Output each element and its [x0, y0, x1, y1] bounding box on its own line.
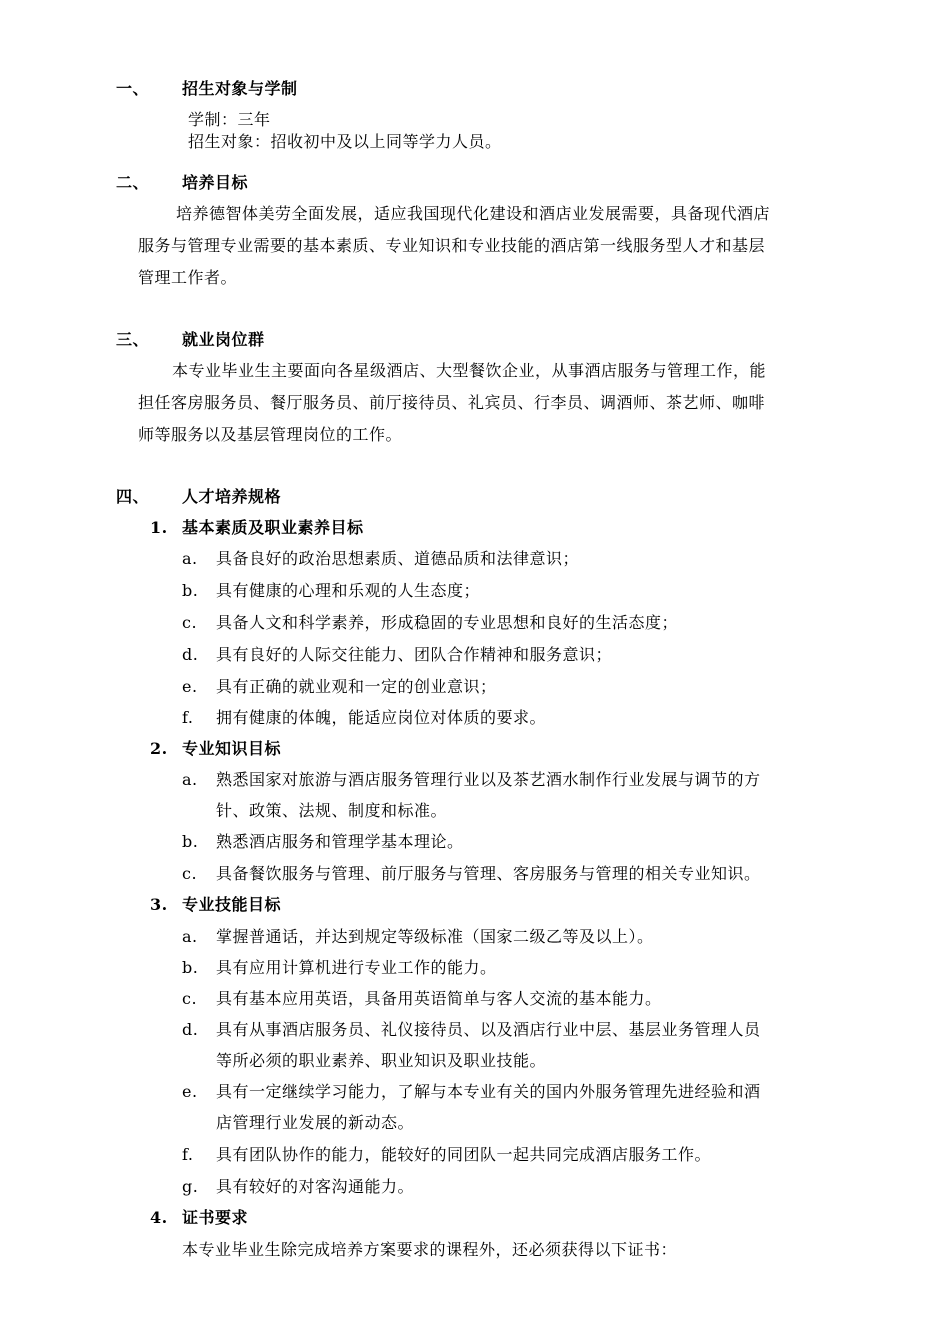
- section-2-title: 培养目标: [182, 173, 249, 192]
- subsection-4-title: 证书要求: [182, 1208, 249, 1227]
- subsection-2-number: 2.: [150, 739, 168, 758]
- list-marker: d.: [182, 1020, 199, 1039]
- list-item: 掌握普通话，并达到规定等级标准（国家二级乙等及以上）。: [216, 927, 654, 946]
- subsection-1-number: 1.: [150, 518, 168, 537]
- list-item: 拥有健康的体魄，能适应岗位对体质的要求。: [216, 708, 547, 727]
- section-4-number: 四、: [116, 487, 150, 506]
- list-item-continuation: 针、政策、法规、制度和标准。: [216, 801, 448, 820]
- list-item: 熟悉国家对旅游与酒店服务管理行业以及茶艺酒水制作行业发展与调节的方: [216, 770, 761, 789]
- list-marker: b.: [182, 832, 199, 851]
- employment-line-3: 师等服务以及基层管理岗位的工作。: [138, 425, 403, 444]
- list-item: 具有从事酒店服务员、礼仪接待员、以及酒店行业中层、基层业务管理人员: [216, 1020, 761, 1039]
- section-2-number: 二、: [116, 173, 150, 192]
- subsection-1-title: 基本素质及职业素养目标: [182, 518, 364, 537]
- schooling-length: 学制：三年: [188, 110, 271, 129]
- employment-line-2: 担任客房服务员、餐厅服务员、前厅接待员、礼宾员、行李员、调酒师、茶艺师、咖啡: [138, 393, 766, 412]
- list-marker: g.: [182, 1177, 199, 1196]
- section-4-title: 人才培养规格: [182, 487, 282, 506]
- list-item-continuation: 等所必须的职业素养、职业知识及职业技能。: [216, 1051, 547, 1070]
- list-marker: a.: [182, 927, 198, 946]
- list-marker: a.: [182, 549, 198, 568]
- list-item: 具有团队协作的能力，能较好的同团队一起共同完成酒店服务工作。: [216, 1145, 712, 1164]
- list-marker: c.: [182, 864, 198, 883]
- list-marker: c.: [182, 613, 198, 632]
- list-item: 具备良好的政治思想素质、道德品质和法律意识；: [216, 549, 580, 568]
- list-item-continuation: 店管理行业发展的新动态。: [216, 1113, 415, 1132]
- list-marker: d.: [182, 645, 199, 664]
- list-item: 具有良好的人际交往能力、团队合作精神和服务意识；: [216, 645, 613, 664]
- training-goal-line-1: 培养德智体美劳全面发展，适应我国现代化建设和酒店业发展需要，具备现代酒店: [176, 204, 771, 223]
- list-item: 具有应用计算机进行专业工作的能力。: [216, 958, 497, 977]
- section-1-title: 招生对象与学制: [182, 79, 298, 98]
- list-marker: a.: [182, 770, 198, 789]
- list-item: 具有正确的就业观和一定的创业意识；: [216, 677, 497, 696]
- section-3-title: 就业岗位群: [182, 330, 265, 349]
- training-goal-line-3: 管理工作者。: [138, 268, 238, 287]
- list-marker: f.: [182, 708, 194, 727]
- list-item: 具备餐饮服务与管理、前厅服务与管理、客房服务与管理的相关专业知识。: [216, 864, 761, 883]
- list-item: 具有一定继续学习能力，了解与本专业有关的国内外服务管理先进经验和酒: [216, 1082, 761, 1101]
- subsection-2-title: 专业知识目标: [182, 739, 282, 758]
- list-marker: e.: [182, 677, 198, 696]
- list-marker: f.: [182, 1145, 194, 1164]
- training-goal-line-2: 服务与管理专业需要的基本素质、专业知识和专业技能的酒店第一线服务型人才和基层: [138, 236, 766, 255]
- section-3-number: 三、: [116, 330, 150, 349]
- list-marker: e.: [182, 1082, 198, 1101]
- list-item: 熟悉酒店服务和管理学基本理论。: [216, 832, 464, 851]
- enrollment-target: 招生对象：招收初中及以上同等学力人员。: [188, 132, 502, 151]
- list-marker: c.: [182, 989, 198, 1008]
- list-item: 具有较好的对客沟通能力。: [216, 1177, 415, 1196]
- certificate-requirement-text: 本专业毕业生除完成培养方案要求的课程外，还必须获得以下证书：: [182, 1240, 678, 1259]
- subsection-4-number: 4.: [150, 1208, 168, 1227]
- list-marker: b.: [182, 581, 199, 600]
- employment-line-1: 本专业毕业生主要面向各星级酒店、大型餐饮企业，从事酒店服务与管理工作，能: [172, 361, 767, 380]
- list-item: 具有基本应用英语，具备用英语简单与客人交流的基本能力。: [216, 989, 662, 1008]
- list-marker: b.: [182, 958, 199, 977]
- list-item: 具备人文和科学素养，形成稳固的专业思想和良好的生活态度；: [216, 613, 679, 632]
- subsection-3-title: 专业技能目标: [182, 895, 282, 914]
- section-1-number: 一、: [116, 79, 150, 98]
- subsection-3-number: 3.: [150, 895, 168, 914]
- list-item: 具有健康的心理和乐观的人生态度；: [216, 581, 481, 600]
